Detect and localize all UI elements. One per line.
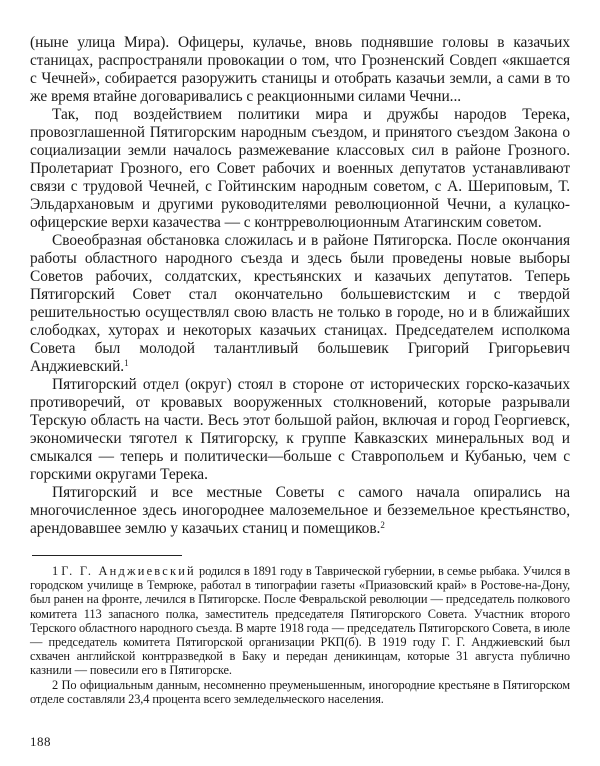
footnote-ref-1: 1 [124, 358, 129, 368]
footnote-1-text: родился в 1891 году в Таврической губернии, в семье рыбака. Учился в городском училище в Темрюке, работал в типографии газеты «Приазовский край» в Ростове-на-Дону, был ранен на фронте, лечился в Пятигорске. После Февральской революции — председатель полкового комитета 113 запасного полка, заместитель председателя Пятигорского Совета. Участник второго Терского областного народного съезда. В марте 1918 года — председатель Пятигорского Совета, в июле — председатель комитета Пятигорской организации РКП(б). В 1919 году Г. Г. Анджиевский был схвачен английской контрразведкой в Баку и передан деникинцам, которые 31 августа публично казнили — повесили его в Пятигорске. [30, 564, 571, 678]
paragraph-3-text: Своеобразная обстановка сложилась и в районе Пятигорска. После окончания работы областного народного съезда и здесь были проведены новые выборы Советов рабочих, солдатских, крестьянских и казачьих депутатов. Теперь Пятигорский Совет стал окончательно большевистским и с твердой решительностью осуществлял свою власть не только в городе, но и в ближайших слободках, хуторах и некоторых казачьих станицах. Председателем исполкома Совета был молодой талантливый большевик Григорий Григорьевич Анджиевский. [30, 232, 570, 375]
book-page [30, 34, 570, 750]
paragraph-5-text: Пятигорский и все местные Советы с самого начала опирались на многочисленное здесь иногороднее малоземельное и безземельное крестьянство, арендовавшее землю у казачьих станиц и помещиков. [30, 484, 570, 537]
footnote-2-text: По официальным данным, несомненно преуменьшенным, иногородние крестьяне в Пятигорском отделе составляли 23,4 процента всего земледельческого населения. [30, 677, 571, 706]
footnote-1-name: Г. Г. Анджиевский [61, 564, 196, 578]
paragraph-3 [30, 232, 570, 376]
footnote-2-marker: 2 [52, 677, 59, 692]
footnote-divider [32, 555, 182, 556]
paragraph-4: Пятигорский отдел (округ) стоял в стороне от исторических горско-казачьих противоречий, от кровавых вооруженных столкновений, которые разрывали Терскую область на части. Весь этот большой район, включая и город Георгиевск, экономически тяготел к Пятигорску, к группе Кавказских минеральных вод и смыкался — теперь и политически—больше с Ставропольем и Кубанью, чем с горскими округами Терека. [30, 376, 570, 483]
footnote-1-marker: 1 [52, 564, 59, 578]
paragraph-5 [30, 484, 570, 538]
paragraph-2: Так, под воздействием политики мира и дружбы народов Терека, провозглашенной Пятигорским народным съездом, и принятого съездом Закона о социализации земли началось размежевание классовых сил в районе Грозного. Пролетариат Грозного, его Совет рабочих и военных депутатов устанавливают связи с трудовой Чечней, с Гойтинским народным советом, с А. Шериповым, Т. Эльдархановым и другими руководителями революционной Чечни, а кулацко-офицерские верхи казачества — с контрреволюционным Атагинским советом. [30, 106, 570, 231]
footnote-2 [30, 678, 570, 706]
footnote-1 [30, 564, 570, 678]
paragraph-1: (ныне улица Мира). Офицеры, кулачье, вновь поднявшие головы в казачьих станицах, распространяли провокации о том, что Грозненский Совдеп «якшается с Чечней», собирается разоружить станицы и отобрать казачьи земли, а сами в то же время втайне договаривались с реакционными силами Чечни... [30, 34, 570, 105]
page-number: 188 [30, 734, 51, 750]
footnote-ref-2: 2 [380, 520, 385, 530]
